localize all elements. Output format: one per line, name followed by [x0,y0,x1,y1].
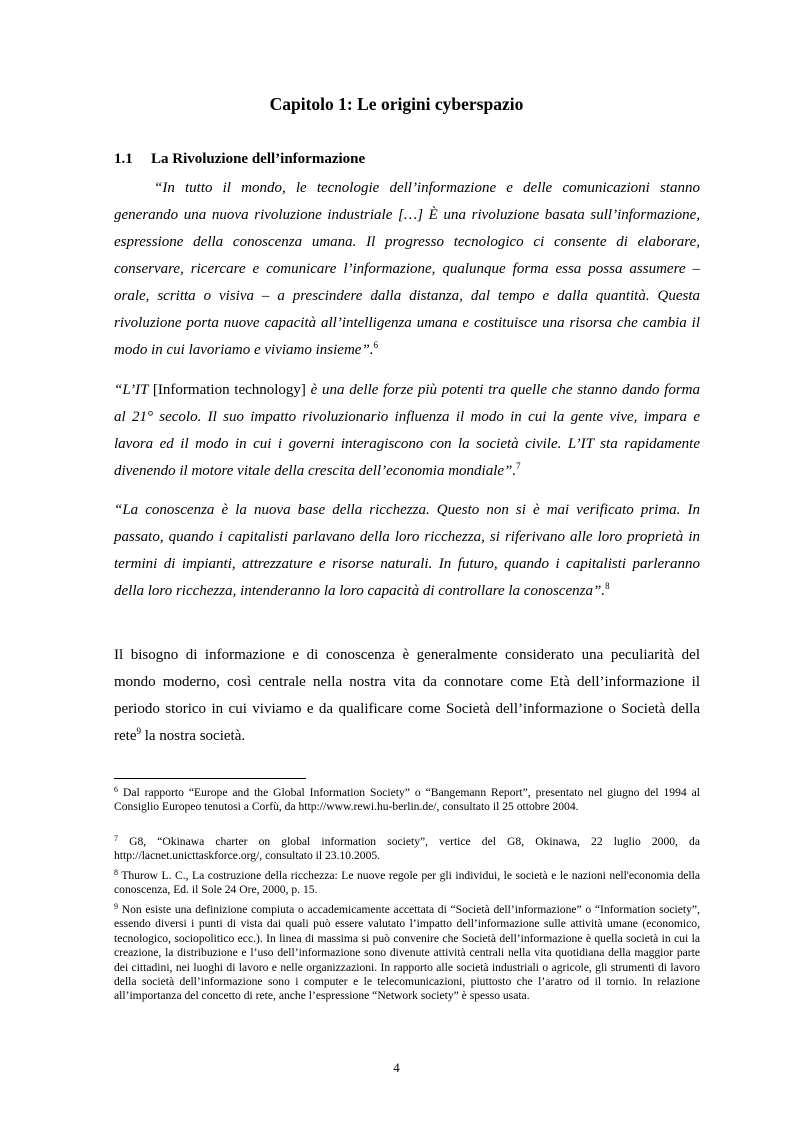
footnote-text: Non esiste una definizione compiuta o accademicamente accettata di “Società dell’informazione” o “Information society”, essendo diversi i punti di vista dai quali può essere valutato l’impatto dell’informazione sulle attività umane (economico, tecnologico, sociopolitico ecc.). In linea di massima si può convenire che Società dell’informazione è quella società in cui la creazione, la distribuzione e l’uso dell’informazione sono divenute attività centrali nella vita quotidiana della maggior parte dei cittadini, nei luoghi di lavoro e nelle organizzazioni. In rapporto alle società industriali o agricole, gli strumenti di lavoro della società dell’informazione sono i computer e le telecomunicazioni, piuttosto che l’aratro od il tornio. In relazione all’importanza del concetto di rete, anche l’espressione “Network society” è spesso usata. [114,903,700,1003]
quote-2-pre: “L’IT [114,382,153,398]
quote-paragraph-3 [114,497,700,605]
footnote-number: 6 [114,785,118,794]
footnote-ref-7: 7 [516,461,521,471]
chapter-title: Capitolo 1: Le origini cyberspazio [269,94,524,114]
body-text-a: Il bisogno di informazione e di conoscenza è generalmente considerato una peculiarità del mondo moderno, così centrale nella nostra vita da connotare come Età dell’informazione il periodo storico in cui viviamo e da qualificare come Società dell’informazione o Società della rete [114,647,700,744]
quote-paragraph-1 [114,175,700,364]
footnote-9 [114,903,700,1004]
body-paragraph [114,642,700,750]
body-text-b: la nostra società. [140,728,246,744]
footnote-number: 8 [114,868,118,877]
quote-2-text: è una delle forze più potenti tra quelle che stanno dando forma al 21° secolo. Il suo impatto rivoluzionario influenza il modo in cui la gente vive, impara e lavora ed il modo in cui i governi interagiscono con la società civile. L’IT sta rapidamente divenendo il motore vitale della crescita dell’economia mondiale”. [114,382,700,479]
quote-2-bracket: [Information technology] [152,382,306,398]
footnote-ref-8: 8 [605,581,610,591]
section-title: La Rivoluzione dell’informazione [151,151,366,167]
footnote-text: G8, “Okinawa charter on global information society”, vertice del G8, Okinawa, 22 luglio 2000, da http://lacnet.unicttaskforce.org/, consultato il 23.10.2005. [114,835,700,863]
footnote-number: 9 [114,902,118,911]
footnote-8 [114,869,700,898]
footnote-ref-9: 9 [136,726,141,736]
quote-paragraph-2 [114,377,700,485]
footnote-text: Thurow L. C., La costruzione della ricchezza: Le nuove regole per gli individui, le società e le nazioni nell'economia della conoscenza, Ed. il Sole 24 Ore, 2000, p. 15. [114,869,700,897]
footnote-number: 7 [114,834,118,843]
footnote-ref-6: 6 [373,340,379,350]
section-number: 1.1 [114,151,133,167]
footnote-separator [114,778,306,779]
footnote-text: Dal rapporto “Europe and the Global Information Society” o “Bangemann Report”, presentato nel giugno del 1994 al Consiglio Europeo tenutosi a Corfù, da http://www.rewi.hu-berlin.de/, consultato il 25 ottobre 2004. [114,786,701,814]
section-heading [114,151,365,168]
quote-1-text: “In tutto il mondo, le tecnologie dell’informazione e delle comunicazioni stanno generando una nuova rivoluzione industriale […] È una rivoluzione basata sull’informazione, espressione della conoscenza umana. Il progresso tecnologico ci consente di elaborare, conservare, ricercare e comunicare l’informazione, qualunque forma essa possa assumere – orale, scritta o visiva – a prescindere dalla distanza, dal tempo e dalla quantità. Questa rivoluzione porta nuove capacità all’intelligenza umana e costituisce una risorsa che cambia il modo in cui lavoriamo e viviamo insieme”. [114,180,700,358]
footnote-6 [114,786,700,815]
page-number: 4 [393,1060,400,1075]
footnote-7 [114,835,700,864]
quote-3-text: “La conoscenza è la nuova base della ricchezza. Questo non si è mai verificato prima. In passato, quando i capitalisti parlavano della loro ricchezza, si riferivano alle loro proprietà in termini di impianti, attrezzature e risorse naturali. In futuro, quando i capitalisti parleranno della loro ricchezza, intenderanno la loro capacità di controllare la conoscenza”. [114,502,700,599]
